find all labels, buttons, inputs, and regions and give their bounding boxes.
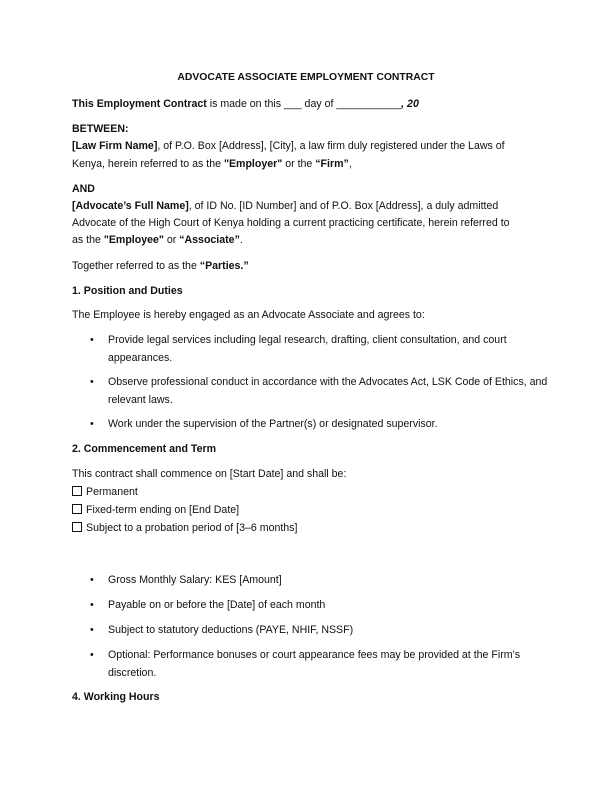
section-1-intro: The Employee is hereby engaged as an Advocate Associate and agrees to: xyxy=(72,309,425,321)
employee-line-1 xyxy=(72,197,498,215)
parties-text: Together referred to as the xyxy=(72,260,200,272)
term-option-fixed[interactable] xyxy=(72,501,239,519)
list-item-text: Optional: Performance bonuses or court appearance fees may be provided at the Firm’s discretion. xyxy=(108,649,521,679)
employer-name: [Law Firm Name] xyxy=(72,140,158,152)
list-item-text: Subject to statutory deductions (PAYE, NHIF, NSSF) xyxy=(108,624,354,636)
employee-name: [Advocate’s Full Name] xyxy=(72,200,189,212)
employee-text-1: , of ID No. [ID Number] and of P.O. Box [Address], a duly admitted xyxy=(188,200,499,212)
parties-line xyxy=(72,257,249,275)
list-item-text: Observe professional conduct in accordance with the Advocates Act, LSK Code of Ethics, and relevant laws. xyxy=(108,376,548,406)
checkbox-icon[interactable] xyxy=(72,522,82,532)
employer-end: , xyxy=(348,158,352,170)
employee-or: or xyxy=(163,234,180,246)
intro-line xyxy=(72,95,419,113)
bullet-icon: • xyxy=(90,574,94,586)
section-1-heading: 1. Position and Duties xyxy=(72,285,183,297)
option-label: Permanent xyxy=(86,486,138,498)
bullet-icon: • xyxy=(90,624,94,636)
between-heading: BETWEEN: xyxy=(72,123,129,135)
list-item-text: Work under the supervision of the Partner(s) or designated supervisor. xyxy=(108,418,438,430)
bullet-icon: • xyxy=(90,376,94,388)
employer-line-1 xyxy=(72,137,505,155)
bullet-icon: • xyxy=(90,599,94,611)
list-item xyxy=(90,646,521,679)
employee-end: . xyxy=(239,234,243,246)
employer-text-2: Kenya, herein referred to as the xyxy=(72,158,224,170)
list-item-text: Gross Monthly Salary: KES [Amount] xyxy=(108,574,282,586)
bullet-icon: • xyxy=(90,334,94,346)
intro-year: , 20 xyxy=(401,98,419,110)
document-title: ADVOCATE ASSOCIATE EMPLOYMENT CONTRACT xyxy=(177,72,435,83)
option-label: Subject to a probation period of [3–6 months] xyxy=(86,522,298,534)
term-option-probation[interactable] xyxy=(72,519,297,537)
term-option-permanent[interactable] xyxy=(72,483,138,501)
bullet-icon: • xyxy=(90,649,94,661)
employer-line-2 xyxy=(72,155,352,173)
checkbox-icon[interactable] xyxy=(72,504,82,514)
section-2-intro: This contract shall commence on [Start Date] and shall be: xyxy=(72,468,347,480)
list-item xyxy=(90,331,507,364)
intro-text: is made on this ___ day of ___________ xyxy=(206,98,402,110)
employee-line-2: Advocate of the High Court of Kenya holding a current practicing certificate, herein referred to xyxy=(72,217,510,229)
parties-label: “Parties.” xyxy=(199,260,249,272)
list-item-text: Provide legal services including legal research, drafting, client consultation, and court appearances. xyxy=(108,334,507,364)
associate-label: “Associate” xyxy=(179,234,240,246)
list-item xyxy=(90,373,548,406)
employer-text-1: , of P.O. Box [Address], [City], a law firm duly registered under the Laws of xyxy=(157,140,505,152)
bullet-icon: • xyxy=(90,418,94,430)
list-item xyxy=(90,415,438,433)
employee-label: "Employee" xyxy=(103,234,164,246)
firm-label: “Firm” xyxy=(315,158,349,170)
employee-text-3: as the xyxy=(72,234,104,246)
employer-or: or the xyxy=(282,158,316,170)
list-item xyxy=(90,571,282,589)
list-item-text: Payable on or before the [Date] of each month xyxy=(108,599,326,611)
intro-bold: This Employment Contract xyxy=(72,98,207,110)
checkbox-icon[interactable] xyxy=(72,486,82,496)
section-4-heading: 4. Working Hours xyxy=(72,691,160,703)
option-label: Fixed-term ending on [End Date] xyxy=(86,504,240,516)
employee-line-3 xyxy=(72,231,243,249)
list-item xyxy=(90,596,326,614)
and-heading: AND xyxy=(72,183,95,195)
employer-label: "Employer" xyxy=(223,158,283,170)
section-2-heading: 2. Commencement and Term xyxy=(72,443,217,455)
list-item xyxy=(90,621,354,639)
